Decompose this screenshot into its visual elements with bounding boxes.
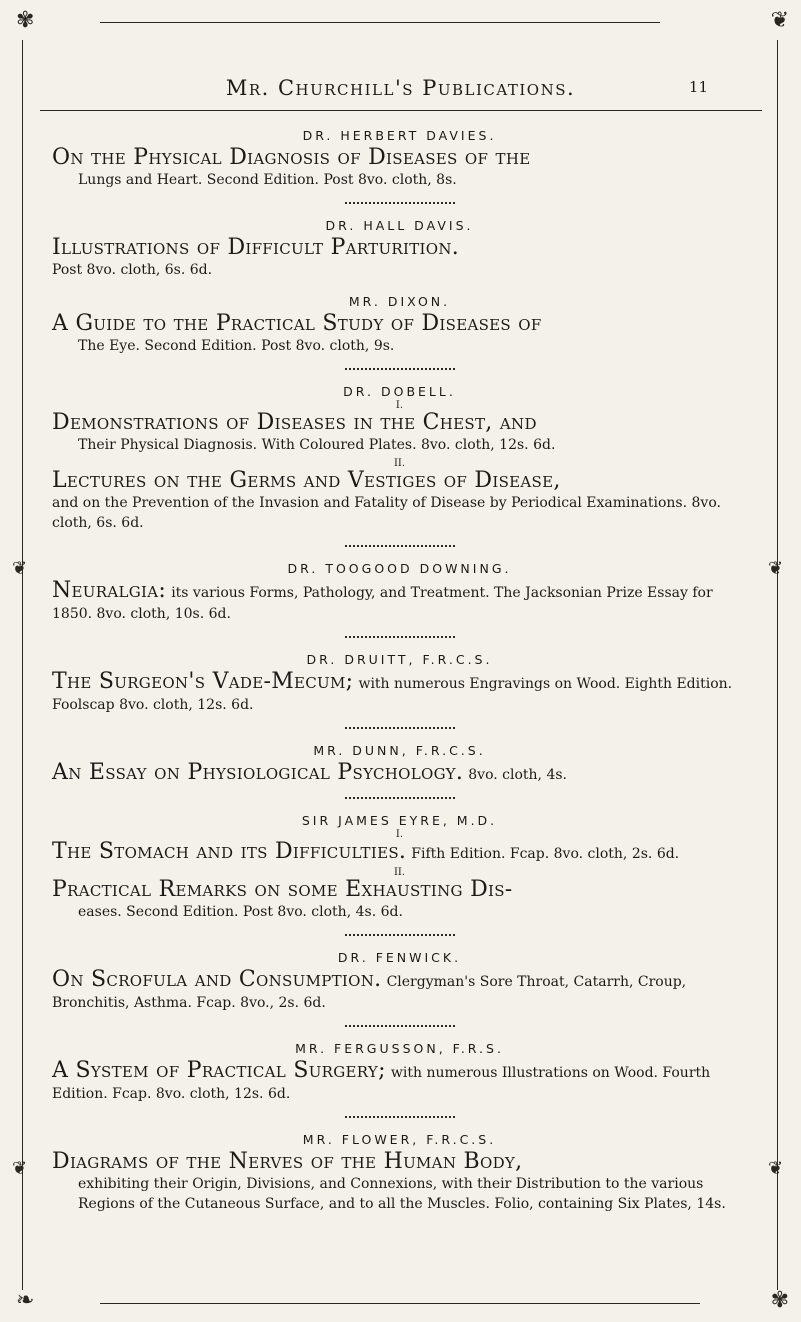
work-description: Lungs and Heart. Second Edition. Post 8vo. cloth, 8s.: [78, 172, 457, 188]
roman-numeral: II.: [393, 867, 406, 878]
work: [52, 145, 747, 190]
work: [52, 868, 747, 922]
work-title: Illustrations of Difficult Parturition.: [52, 235, 460, 260]
divider: [345, 1019, 455, 1027]
work-description: and on the Prevention of the Invasion and Fatality of Disease by Periodical Examinations. 8vo. cloth, 6s. 6d.: [52, 495, 721, 531]
page-number: 11: [688, 78, 708, 96]
work-description: its various Forms, Pathology, and Treatment. The Jacksonian Prize Essay for 1850. 8vo. cloth, 10s. 6d.: [52, 585, 713, 622]
work-title: A System of Practical Surgery;: [52, 1058, 386, 1083]
author-name: MR. DIXON.: [348, 294, 451, 309]
work-description: eases. Second Edition. Post 8vo. cloth, 4s. 6d.: [78, 904, 403, 920]
entry-toogood-downing: [52, 561, 747, 638]
work: [52, 1149, 747, 1214]
work: [52, 669, 747, 715]
entry-dunn: [52, 743, 747, 799]
work: [52, 459, 747, 533]
roman-numeral: I.: [395, 400, 404, 411]
author-name: DR. FENWICK.: [337, 950, 462, 965]
entry-fenwick: [52, 950, 747, 1027]
work: [52, 1058, 747, 1104]
author-name: SIR JAMES EYRE, M.D.: [301, 813, 498, 828]
entry-hall-davis: [52, 218, 747, 280]
work-description: exhibiting their Origin, Divisions, and Connexions, with their Distribution to the various Regions of the Cutaneous Surface, and to all the Muscles. Folio, containing Six Plates, 14s.: [78, 1176, 726, 1212]
work: [52, 760, 747, 785]
work-title: Neuralgia:: [52, 578, 167, 603]
entry-flower: [52, 1132, 747, 1214]
header-underline-rule: [40, 110, 762, 111]
work: [52, 830, 747, 864]
work: [52, 967, 747, 1013]
work-title: A Guide to the Practical Study of Diseases of: [52, 311, 542, 336]
work-description: 8vo. cloth, 4s.: [468, 767, 567, 783]
divider: [345, 539, 455, 547]
work-line: [52, 578, 747, 624]
work-description: Fifth Edition. Fcap. 8vo. cloth, 2s. 6d.: [411, 846, 680, 862]
work-title: On the Physical Diagnosis of Diseases of the: [52, 145, 531, 170]
entry-druitt: [52, 652, 747, 729]
author-name: MR. FERGUSSON, F.R.S.: [295, 1041, 504, 1056]
author-name: DR. TOOGOOD DOWNING.: [287, 561, 512, 576]
work: [52, 401, 747, 455]
author-name: DR. HALL DAVIS.: [325, 218, 474, 233]
author-name: MR. DUNN, F.R.C.S.: [313, 743, 486, 758]
entry-dobell: [52, 384, 747, 547]
work-title: Diagrams of the Nerves of the Human Body,: [52, 1149, 523, 1174]
corner-ornament-bottom-left: ❧: [16, 1288, 35, 1313]
work-title: An Essay on Physiological Psychology.: [52, 760, 464, 785]
entry-fergusson: [52, 1041, 747, 1118]
work-title: Practical Remarks on some Exhausting Dis-: [52, 877, 513, 902]
work-title: On Scrofula and Consumption.: [52, 967, 382, 992]
work: [52, 311, 747, 356]
publication-list: [52, 128, 747, 1228]
bottom-border-rule: [100, 1303, 700, 1304]
side-ornament-left-1: ❦: [12, 558, 28, 579]
corner-ornament-top-right: ❦: [770, 8, 789, 33]
work: [52, 578, 747, 624]
work-line: [52, 669, 747, 715]
corner-ornament-bottom-right: ✾: [770, 1288, 789, 1313]
work-line: [52, 967, 747, 1013]
work-description: Post 8vo. cloth, 6s. 6d.: [52, 262, 213, 278]
right-border-rule: [777, 40, 778, 1290]
roman-numeral: II.: [393, 458, 406, 469]
entry-eyre: [52, 813, 747, 936]
top-border-rule: [100, 22, 660, 23]
left-border-rule: [22, 40, 23, 1290]
work-description: Clergyman's Sore Throat, Catarrh, Croup, Bronchitis, Asthma. Fcap. 8vo., 2s. 6d.: [52, 974, 687, 1011]
corner-ornament-top-left: ✾: [16, 8, 35, 33]
work-line: [52, 1058, 747, 1104]
side-ornament-right-1: ❦: [768, 558, 784, 579]
divider: [345, 630, 455, 638]
work-description: with numerous Engravings on Wood. Eighth Edition. Foolscap 8vo. cloth, 12s. 6d.: [52, 676, 733, 713]
divider: [345, 1110, 455, 1118]
divider: [345, 791, 455, 799]
author-name: MR. FLOWER, F.R.C.S.: [302, 1132, 497, 1147]
divider: [345, 928, 455, 936]
work-description: The Eye. Second Edition. Post 8vo. cloth, 9s.: [78, 338, 395, 354]
work: [52, 235, 747, 280]
work-line: [52, 760, 747, 785]
work-line: [52, 839, 747, 864]
author-name: DR. DRUITT, F.R.C.S.: [306, 652, 493, 667]
work-title: The Surgeon's Vade-Mecum;: [52, 669, 354, 694]
work-title: Lectures on the Germs and Vestiges of Disease,: [52, 468, 561, 493]
author-name: DR. DOBELL.: [343, 384, 456, 399]
entry-dixon: [52, 294, 747, 370]
side-ornament-right-2: ❦: [768, 1158, 784, 1179]
work-description: Their Physical Diagnosis. With Coloured Plates. 8vo. cloth, 12s. 6d.: [78, 437, 556, 453]
work-title: The Stomach and its Difficulties.: [52, 839, 407, 864]
author-name: DR. HERBERT DAVIES.: [302, 128, 497, 143]
entry-herbert-davies: [52, 128, 747, 204]
work-title: Demonstrations of Diseases in the Chest, and: [52, 410, 537, 435]
side-ornament-left-2: ❦: [12, 1158, 28, 1179]
divider: [345, 196, 455, 204]
roman-numeral: I.: [395, 829, 404, 840]
running-header: Mr. Churchill's Publications.: [225, 76, 576, 100]
divider: [345, 721, 455, 729]
work-description: with numerous Illustrations on Wood. Fourth Edition. Fcap. 8vo. cloth, 12s. 6d.: [52, 1065, 711, 1102]
divider: [345, 362, 455, 370]
